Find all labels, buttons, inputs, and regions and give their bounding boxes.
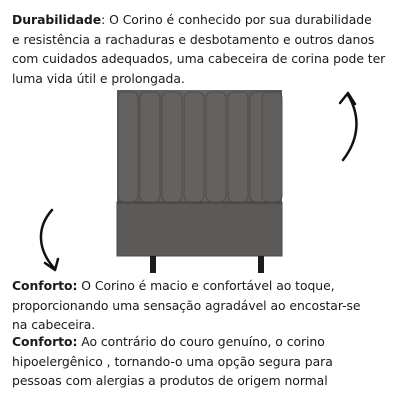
durabilidade-line-2: e resistência a rachaduras e desbotamento e outros danos xyxy=(12,31,375,47)
headboard-image xyxy=(117,90,282,273)
conforto2-label: Conforto: xyxy=(12,334,78,349)
conforto1-line-2: proporcionando uma sensação agradável ao encostar-se xyxy=(12,297,361,313)
conforto1-line-3: na cabeceira. xyxy=(12,317,96,332)
conforto-paragraph-2 xyxy=(12,332,392,391)
conforto-paragraph-1 xyxy=(12,276,392,335)
durabilidade-label: Durabilidade xyxy=(12,12,102,27)
curved-arrow-up-icon xyxy=(340,93,356,160)
durabilidade-line-1: Durabilidade: O Corino é conhecido por sua durabilidade xyxy=(12,12,372,27)
curved-arrow-down-icon xyxy=(41,210,58,270)
conforto2-line-3: pessoas com alergias a produtos de origem normal xyxy=(12,373,328,388)
durabilidade-line-4: luma vida útil e prolongada. xyxy=(12,70,185,86)
conforto2-line-1: Conforto: Ao contrário do couro genuíno, o corino xyxy=(12,334,325,349)
headboard-channels xyxy=(118,92,282,202)
headboard-leg-right xyxy=(258,256,264,273)
headboard-leg-left xyxy=(150,256,156,273)
conforto1-line-1: Conforto: O Corino é macio e confortável ao toque, xyxy=(12,278,335,293)
durabilidade-line-3: com cuidados adequados, uma cabeceira de corina pode ter xyxy=(12,51,386,66)
conforto2-line-2: hipoelergênico , tornando-o uma opção segura para xyxy=(12,353,333,369)
conforto1-label: Conforto: xyxy=(12,278,78,293)
